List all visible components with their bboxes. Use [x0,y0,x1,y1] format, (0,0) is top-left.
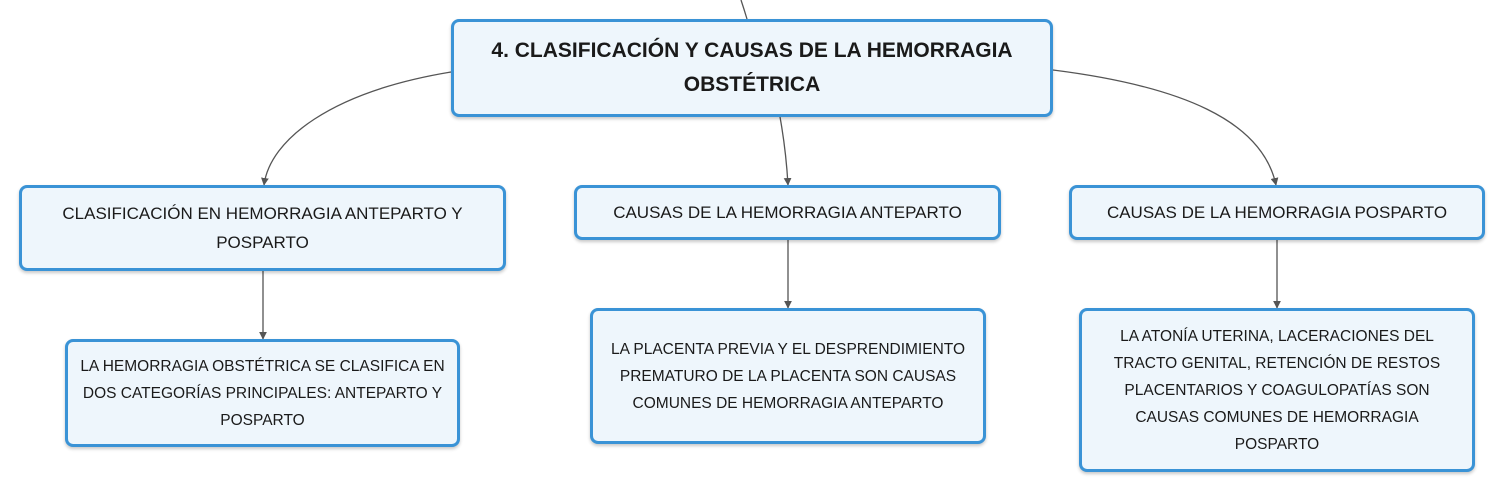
topic-label-classification: CLASIFICACIÓN EN HEMORRAGIA ANTEPARTO Y POSPARTO [62,204,463,252]
connector-parent-to-root [741,0,747,19]
connector-root-to-postpartum-causes [1053,70,1276,185]
connector-root-to-antepartum-causes [780,117,788,185]
root-topic-node[interactable] [451,19,1053,117]
subtopic-node-postpartum-detail[interactable] [1079,308,1475,472]
subtopic-label-classification-detail: LA HEMORRAGIA OBSTÉTRICA SE CLASIFICA EN DOS CATEGORÍAS PRINCIPALES: ANTEPARTO Y POSPARTO [80,357,445,429]
root-topic-label: 4. CLASIFICACIÓN Y CAUSAS DE LA HEMORRAGIA OBSTÉTRICA [491,39,1013,96]
topic-node-postpartum-causes[interactable] [1069,185,1485,240]
subtopic-label-postpartum-detail: LA ATONÍA UTERINA, LACERACIONES DEL TRACTO GENITAL, RETENCIÓN DE RESTOS PLACENTARIOS Y COAGULOPATÍAS SON CAUSAS COMUNES DE HEMORRAGIA POSPARTO [1113,327,1441,453]
subtopic-node-antepartum-detail[interactable] [590,308,986,444]
connector-root-to-classification [264,72,451,185]
topic-node-antepartum-causes[interactable] [574,185,1001,240]
topic-node-classification[interactable] [19,185,506,271]
topic-label-antepartum-causes: CAUSAS DE LA HEMORRAGIA ANTEPARTO [613,203,962,222]
subtopic-node-classification-detail[interactable] [65,339,460,447]
subtopic-label-antepartum-detail: LA PLACENTA PREVIA Y EL DESPRENDIMIENTO PREMATURO DE LA PLACENTA SON CAUSAS COMUNES DE HEMORRAGIA ANTEPARTO [610,340,966,412]
topic-label-postpartum-causes: CAUSAS DE LA HEMORRAGIA POSPARTO [1106,203,1448,222]
